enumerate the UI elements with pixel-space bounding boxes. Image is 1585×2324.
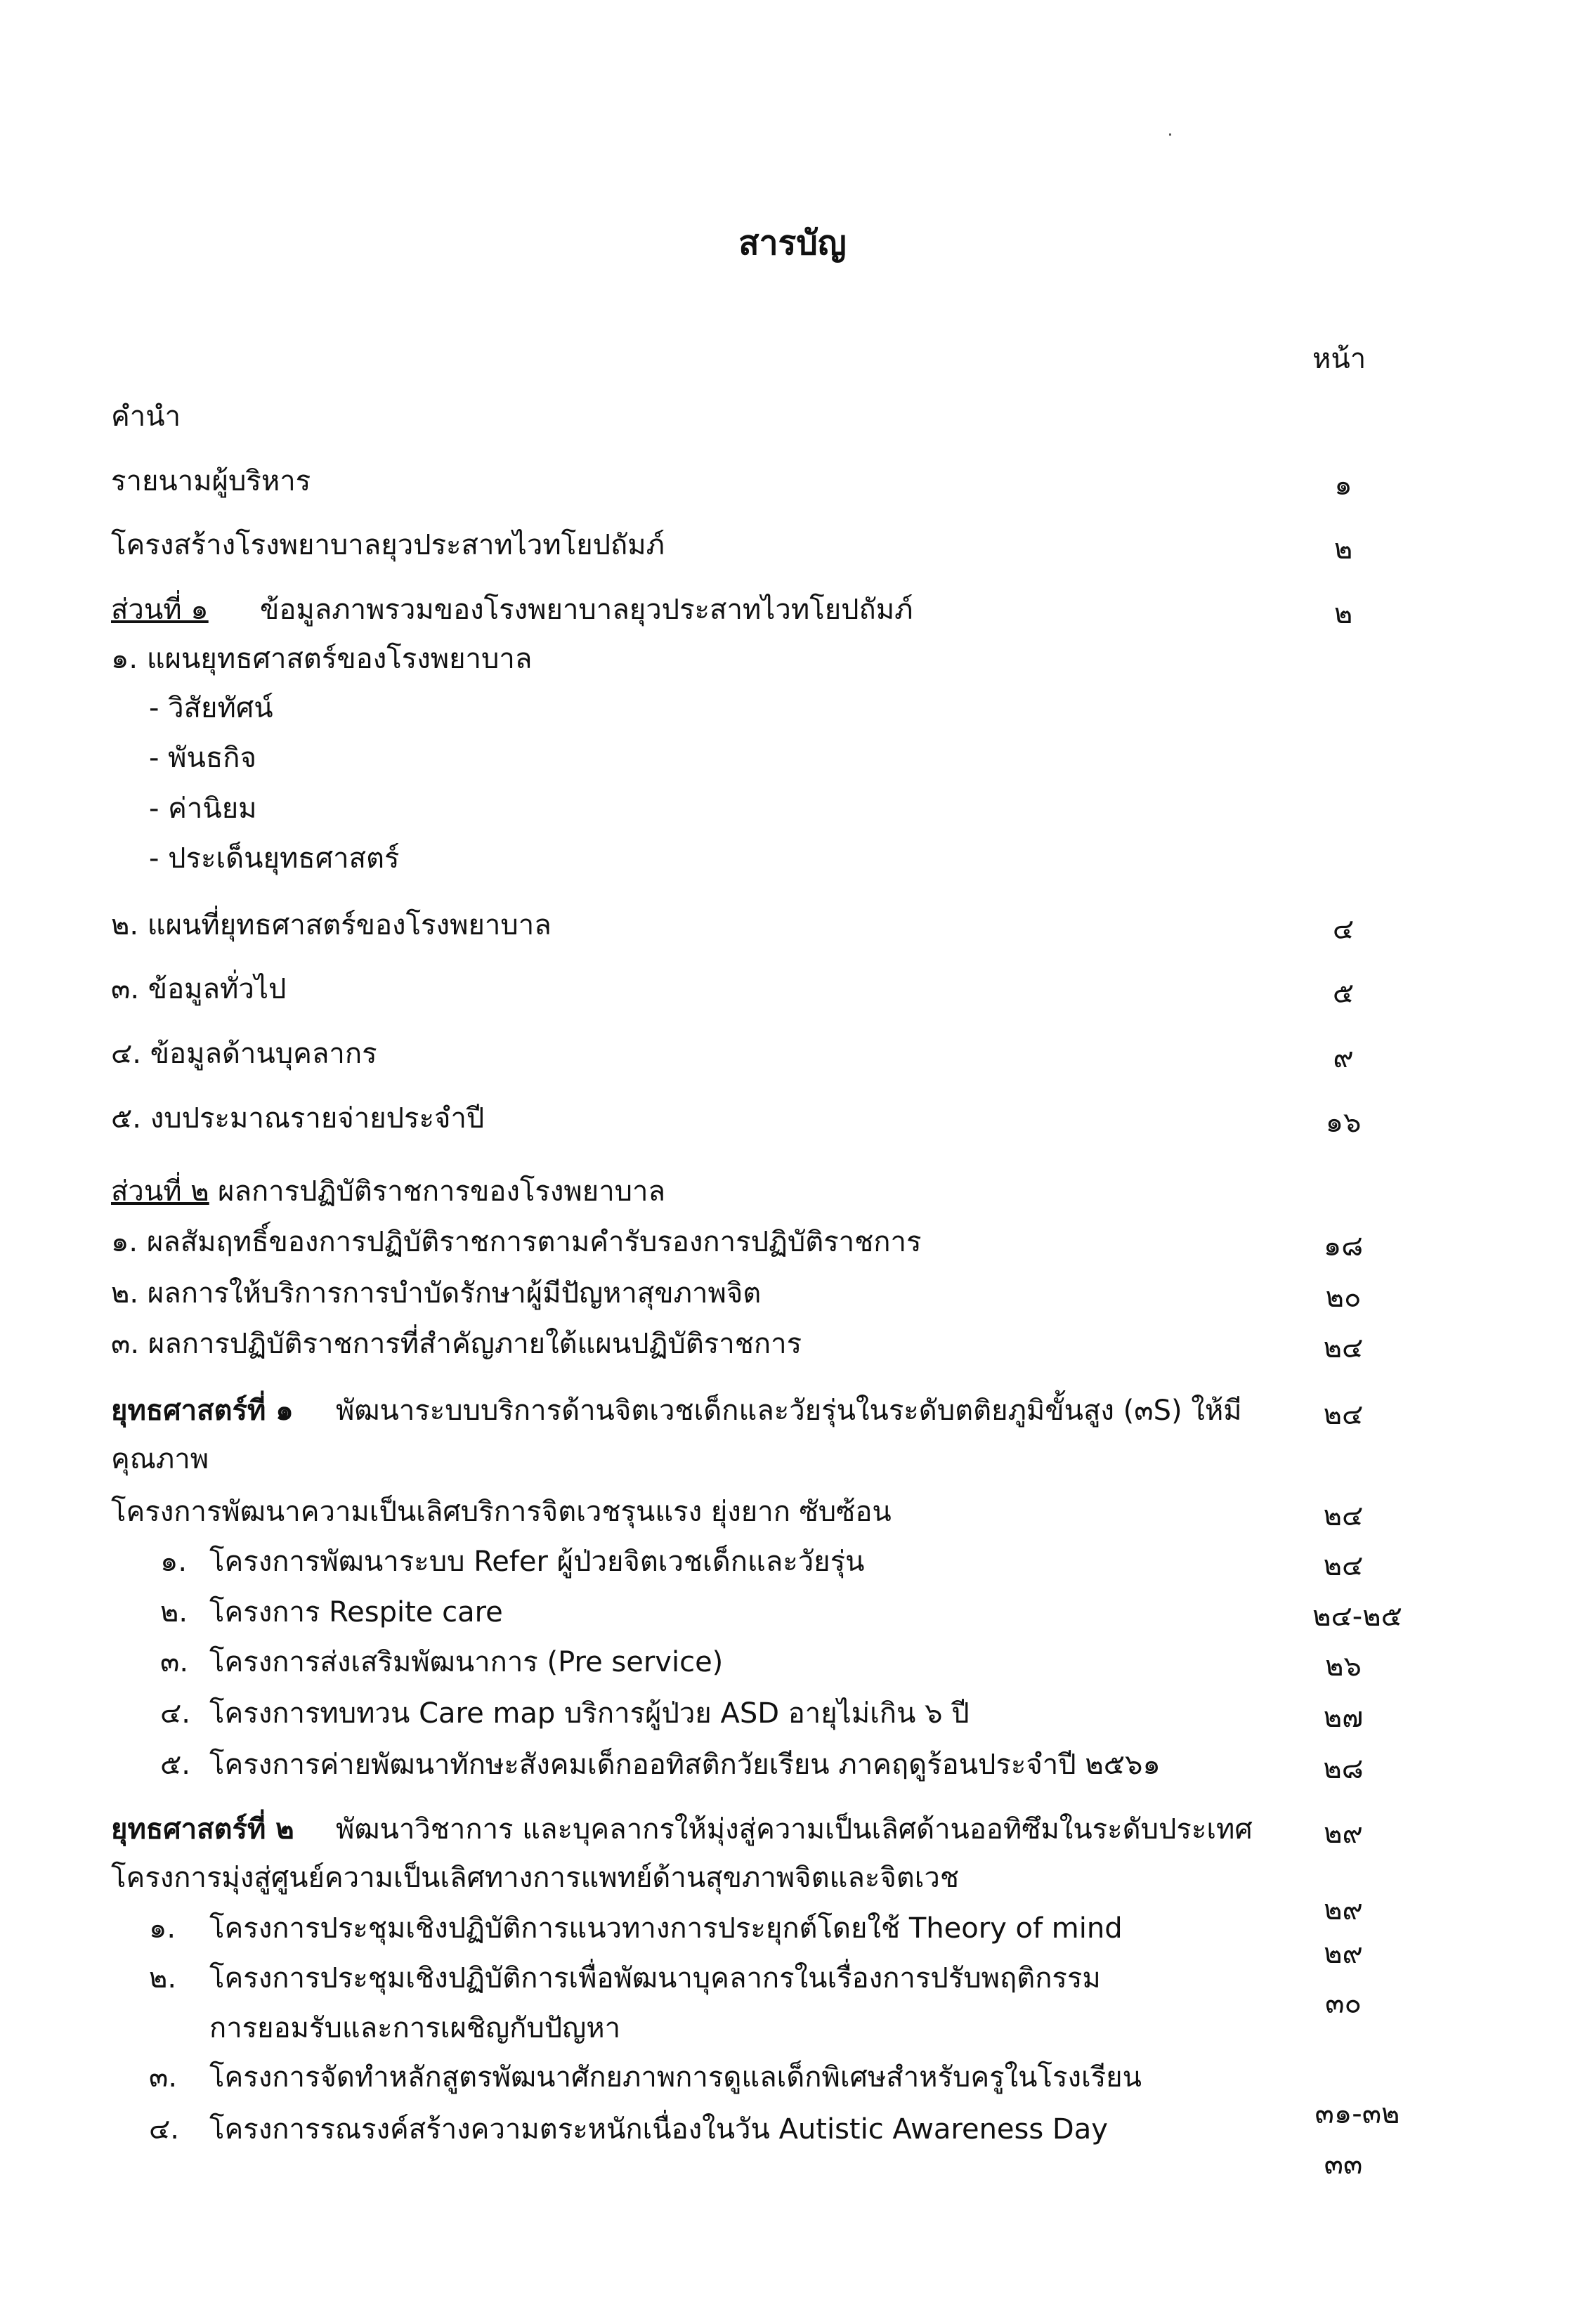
- toc-entry-text: คุณภาพ: [111, 1443, 209, 1475]
- toc-entry-text: โครงการส่งเสริมพัฒนาการ (Pre service): [209, 1646, 724, 1678]
- toc-strategy-heading: [0, 1390, 1585, 1432]
- project-number: ๕.: [160, 1749, 190, 1781]
- toc-entry-text: โครงการจัดทำหลักสูตรพัฒนาศักยภาพการดูแลเด็กพิเศษสำหรับครูในโรงเรียน: [209, 2061, 1142, 2094]
- toc-entry-text: ผลการปฏิบัติราชการของโรงพยาบาล: [218, 1175, 666, 1208]
- toc-entry-page: ๓๐: [1325, 1987, 1362, 2020]
- toc-entry-text: ข้อมูลภาพรวมของโรงพยาบาลยุวประสาทไวทโยปถัมภ์: [260, 594, 913, 626]
- toc-entry-page: ๒๐: [1325, 1281, 1362, 1314]
- toc-entry-text: คำนำ: [111, 400, 181, 433]
- toc-entry: [0, 460, 1585, 502]
- toc-entry-text: โครงการค่ายพัฒนาทักษะสังคมเด็กออทิสติกวัยเรียน ภาคฤดูร้อนประจำปี ๒๕๖๑: [209, 1749, 1161, 1781]
- toc-entry-page: ๓๑-๓๒: [1315, 2098, 1400, 2130]
- toc-entry: [0, 396, 1585, 438]
- toc-entry-text: การยอมรับและการเผชิญกับปัญหา: [209, 2012, 621, 2044]
- toc-entry-text: ๒. แผนที่ยุทธศาสตร์ของโรงพยาบาล: [111, 909, 552, 941]
- toc-entry-page: ๒๔: [1323, 1399, 1364, 1431]
- toc-entry-page: ๒๖: [1325, 1650, 1362, 1683]
- toc-section-heading: [0, 589, 1585, 631]
- toc-entry-page: ๒๘: [1323, 1753, 1364, 1785]
- toc-project: [0, 1692, 1585, 1735]
- toc-section-heading: [0, 1170, 1585, 1213]
- toc-entry-page: ๒๔-๒๕: [1312, 1600, 1402, 1633]
- scan-speck: [1169, 133, 1171, 136]
- toc-project: [0, 1957, 1585, 2020]
- strategy-prefix: ยุทธศาสตร์ที่ ๑: [111, 1395, 294, 1427]
- toc-entry-page: ๒๙: [1324, 1894, 1363, 1926]
- strategy-prefix: ยุทธศาสตร์ที่ ๒: [111, 1813, 294, 1846]
- toc-project: [0, 1591, 1585, 1633]
- toc-bullet: [0, 788, 1585, 830]
- toc-bullet: [0, 737, 1585, 779]
- toc-entry-text: พัฒนาวิชาการ และบุคลากรให้มุ่งสู่ความเป็นเลิศด้านออทิซึมในระดับประเทศ: [336, 1813, 1253, 1846]
- toc-entry-page: ๙: [1333, 1042, 1354, 1074]
- toc-entry-page: ๒๙: [1324, 1938, 1363, 1970]
- page-title: สารบัญ: [738, 223, 847, 263]
- toc-entry-text: - พันธกิจ: [149, 742, 256, 774]
- toc-project: [0, 1744, 1585, 1786]
- project-number: ๒.: [149, 1962, 177, 1995]
- project-number: ๔.: [149, 2113, 179, 2146]
- toc-entry-text: - วิสัยทัศน์: [149, 692, 273, 724]
- section-prefix: ส่วนที่ ๑: [111, 594, 209, 626]
- toc-entry-text: ๔. ข้อมูลด้านบุคลากร: [111, 1038, 377, 1070]
- toc-entry-page: ๒: [1333, 533, 1353, 566]
- toc-entry: [0, 1272, 1585, 1314]
- toc-entry-page: ๒๔: [1323, 1550, 1364, 1582]
- toc-entry: [0, 904, 1585, 946]
- toc-entry-page: ๒๔: [1323, 1332, 1364, 1364]
- toc-entry-text: - ประเด็นยุทธศาสตร์: [149, 842, 400, 875]
- toc-bullet: [0, 687, 1585, 729]
- toc-entry-text: โครงการรณรงค์สร้างความตระหนักเนื่องในวัน Autistic Awareness Day: [209, 2113, 1108, 2146]
- toc-entry-text: โครงการพัฒนาระบบ Refer ผู้ป่วยจิตเวชเด็กและวัยรุ่น: [209, 1546, 865, 1578]
- toc-entry-page: ๒๙: [1324, 1817, 1363, 1850]
- toc-entry-text: โครงการประชุมเชิงปฏิบัติการเพื่อพัฒนาบุคลากรในเรื่องการปรับพฤติกรรม: [209, 1962, 1101, 1995]
- toc-entry-text: ๓. ข้อมูลทั่วไป: [111, 973, 287, 1005]
- toc-entry-text: ๓. ผลการปฏิบัติราชการที่สำคัญภายใต้แผนปฏิบัติราชการ: [111, 1328, 802, 1360]
- project-number: ๓.: [149, 2061, 178, 2094]
- page-column-header: หน้า: [1312, 343, 1367, 375]
- toc-entry-text: รายนามผู้บริหาร: [111, 465, 311, 497]
- toc-entry-page: ๔: [1332, 913, 1355, 946]
- toc-entry: [0, 1097, 1585, 1140]
- toc-entry-page: ๒๔: [1323, 1500, 1364, 1532]
- project-number: ๔.: [160, 1697, 190, 1730]
- toc-project: [0, 2108, 1585, 2181]
- toc-entry: [0, 968, 1585, 1010]
- toc-project: [0, 1641, 1585, 1683]
- project-number: ๓.: [160, 1646, 189, 1678]
- toc-entry-text: โครงการพัฒนาความเป็นเลิศบริการจิตเวชรุนแรง ยุ่งยาก ซับซ้อน: [111, 1496, 892, 1528]
- toc-entry-text: โครงสร้างโรงพยาบาลยุวประสาทไวทโยปถัมภ์: [111, 529, 665, 561]
- toc-entry-text: โครงการ Respite care: [209, 1596, 503, 1628]
- toc-entry-text: โครงการทบทวน Care map บริการผู้ป่วย ASD อายุไม่เกิน ๖ ปี: [209, 1697, 970, 1730]
- toc-entry-page: ๑: [1334, 469, 1352, 502]
- project-number: ๒.: [160, 1596, 188, 1628]
- toc-entry: [0, 1221, 1585, 1263]
- toc-entry-page: ๒๗: [1323, 1702, 1364, 1734]
- toc-entry-text: พัฒนาระบบบริการด้านจิตเวชเด็กและวัยรุ่นในระดับตติยภูมิขั้นสูง (๓S) ให้มี: [336, 1395, 1242, 1427]
- toc-project: [0, 1907, 1585, 1970]
- toc-entry-page: ๓๓: [1324, 2148, 1363, 2181]
- toc-entry-continuation: [0, 2007, 1585, 2049]
- toc-strategy-heading: [0, 1808, 1585, 1850]
- toc-bullet: [0, 837, 1585, 880]
- section-prefix: ส่วนที่ ๒: [111, 1175, 209, 1208]
- toc-entry-text: โครงการมุ่งสู่ศูนย์ความเป็นเลิศทางการแพทย์ด้านสุขภาพจิตและจิตเวช: [111, 1862, 960, 1894]
- toc-entry: [0, 524, 1585, 566]
- toc-entry: [0, 638, 1585, 680]
- toc-entry: [0, 1491, 1585, 1533]
- toc-entry-continuation: [0, 1438, 1585, 1480]
- toc-entry-text: ๒. ผลการให้บริการการบำบัดรักษาผู้มีปัญหาสุขภาพจิต: [111, 1277, 762, 1310]
- toc-entry-text: - ค่านิยม: [149, 792, 257, 825]
- project-number: ๑.: [149, 1912, 176, 1945]
- toc-project: [0, 1541, 1585, 1583]
- toc-entry: [0, 1323, 1585, 1365]
- toc-entry-text: ๕. งบประมาณรายจ่ายประจำปี: [111, 1102, 485, 1135]
- toc-entry-page: ๑๖: [1325, 1106, 1362, 1139]
- toc-entry-page: ๒: [1333, 598, 1353, 630]
- toc-entry-text: ๑. แผนยุทธศาสตร์ของโรงพยาบาล: [111, 643, 533, 675]
- toc-entry-text: ๑. ผลสัมฤทธิ์ของการปฏิบัติราชการตามคำรับรองการปฏิบัติราชการ: [111, 1226, 922, 1258]
- toc-entry-page: ๑๘: [1323, 1230, 1364, 1262]
- toc-entry-text: โครงการประชุมเชิงปฏิบัติการแนวทางการประยุกต์โดยใช้ Theory of mind: [209, 1912, 1123, 1945]
- project-number: ๑.: [160, 1546, 188, 1578]
- toc-entry: [0, 1857, 1585, 1926]
- toc-entry-page: ๕: [1332, 977, 1355, 1010]
- toc-entry: [0, 1033, 1585, 1075]
